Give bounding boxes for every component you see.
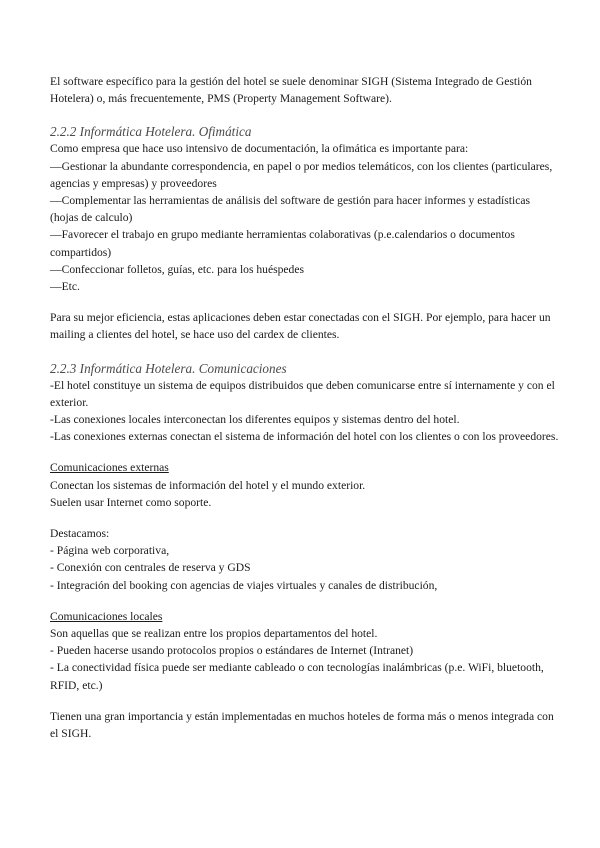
comunicaciones-item: -El hotel constituye un sistema de equipos distribuidos que deben comunicarse entre sí internamente y con el exterior. [50,378,555,409]
locales-line: - La conectividad física puede ser mediante cableado o con tecnologías inalámbricas (p.e. WiFi, bluetooth, RFID, etc.) [50,661,544,692]
destacamos-item: - Página web corporativa, [50,544,170,558]
locales-line: - Pueden hacerse usando protocolos propios o estándares de Internet (Intranet) [50,644,414,658]
destacamos-label: Destacamos: [50,527,110,541]
ofimatica-item: —Etc. [50,280,80,294]
locales-line: Son aquellas que se realizan entre los propios departamentos del hotel. [50,627,378,641]
heading-ofimatica: 2.2.2 Informática Hotelera. Ofimática [50,124,252,140]
heading-comunicaciones: 2.2.3 Informática Hotelera. Comunicaciones [50,360,287,376]
intro-paragraph: El software específico para la gestión del hotel se suele denominar SIGH (Sistema Integrado de Gestión Hotelera) o, más frecuentemente, PMS (Property Management Software). [50,75,532,106]
ofimatica-lead: Como empresa que hace uso intensivo de documentación, la ofimática es importante para: [50,142,469,156]
ofimatica-item: —Favorecer el trabajo en grupo mediante herramientas colaborativas (p.e.calendarios o documentos compartidos) [50,228,515,259]
destacamos-item: - Conexión con centrales de reserva y GDS [50,561,251,575]
ofimatica-closing: Para su mejor eficiencia, estas aplicaciones deben estar conectadas con el SIGH. Por ejemplo, para hacer un mailing a clientes del hotel, se hace uso del cardex de clientes. [50,311,551,342]
ofimatica-item: —Gestionar la abundante correspondencia, en papel o por medios telemáticos, con los clientes (particulares, agencias y empresas) y proveedores [50,159,553,190]
subheading-externas: Comunicaciones externas [50,461,169,475]
locales-closing: Tienen una gran importancia y están implementadas en muchos hoteles de forma más o menos integrada con el SIGH. [50,709,554,741]
externas-line: Suelen usar Internet como soporte. [50,495,212,509]
ofimatica-item: —Confeccionar folletos, guías, etc. para los huéspedes [50,262,305,276]
externas-line: Conectan los sistemas de información del hotel y el mundo exterior. [50,478,366,492]
comunicaciones-item: -Las conexiones externas conectan el sistema de información del hotel con los clientes o con los proveedores. [50,430,559,444]
ofimatica-item: —Complementar las herramientas de análisis del software de gestión para hacer informes y estadísticas (hojas de calculo) [50,194,531,225]
subheading-locales: Comunicaciones locales [50,609,163,623]
document-page [50,73,560,742]
destacamos-item: - Integración del booking con agencias de viajes virtuales y canales de distribución, [50,578,438,592]
comunicaciones-item: -Las conexiones locales interconectan los diferentes equipos y sistemas dentro del hotel. [50,413,460,427]
